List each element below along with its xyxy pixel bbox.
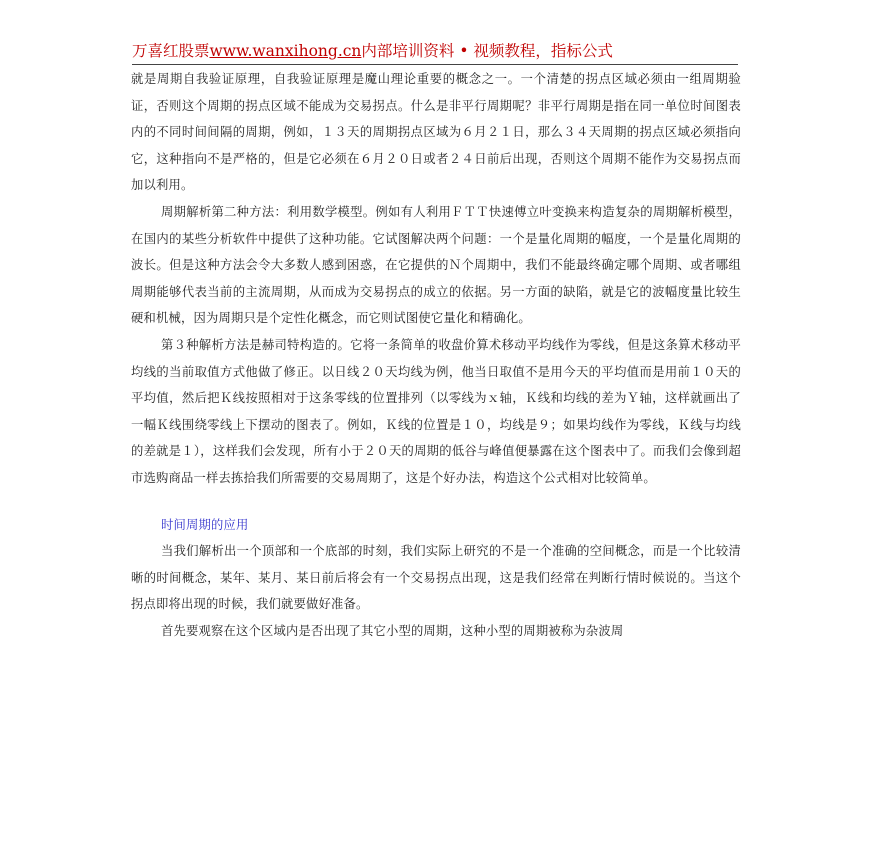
header-website-link[interactable]: www.wanxihong.cn [209,42,362,60]
paragraph-method-two: 周期解析第二种方法：利用数学模型。例如有人利用ＦＴＴ快速傅立叶变换来构造复杂的周期解析模型，在国内的某些分析软件中提供了这种功能。它试图解决两个问题：一个是量化周期的幅度，一个是量化周期的波长。但是这种方法会令大多数人感到困惑，在它提供的Ｎ个周期中，我们不能最终确定哪个周期、或者哪组周期能够代表当前的主流周期，从而成为交易拐点的成立的依据。另一方面的缺陷，就是它的波幅度量比较生硬和机械，因为周期只是个定性化概念，而它则试图使它量化和精确化。 [131,204,741,326]
page-header [132,40,732,62]
header-divider [132,64,738,65]
paragraph-application: 当我们解析出一个顶部和一个底部的时刻，我们实际上研究的不是一个准确的空间概念，而是一个比较清晰的时间概念，某年、某月、某日前后将会有一个交易拐点出现，这是我们经常在判断行情时候说的。当这个拐点即将出现的时候，我们就要做好准备。 [131,544,741,612]
section-heading: 时间周期的应用 [161,517,249,532]
paragraph-observation: 首先要观察在这个区域内是否出现了其它小型的周期，这种小型的周期被称为杂波周 [161,623,624,638]
paragraph-continued: 就是周期自我验证原理，自我验证原理是魔山理论重要的概念之一。一个清楚的拐点区域必须由一组周期验证，否则这个周期的拐点区域不能成为交易拐点。什么是非平行周期呢？非平行周期是指在同一单位时间图表内的不同时间间隔的周期，例如，１３天的周期拐点区域为６月２１日，那么３４天周期的拐点区域必须指向它，这种指向不是严格的，但是它必须在６月２０日或者２４日前后出现，否则这个周期不能作为交易拐点而加以利用。 [131,72,741,193]
document-body [131,66,741,644]
paragraph-method-three: 第３种解析方法是赫司特构造的。它将一条简单的收盘价算术移动平均线作为零线，但是这条算术移动平均线的当前取值方式他做了修正。以日线２０天均线为例，他当日取值不是用今天的平均值而是用前１０天的平均值，然后把Ｋ线按照相对于这条零线的位置排列（以零线为ｘ轴，Ｋ线和均线的差为Ｙ轴，这样就画出了一幅Ｋ线围绕零线上下摆动的图表了。例如，Ｋ线的位置是１０，均线是９；如果均线作为零线，Ｋ线与均线的差就是１），这样我们会发现，所有小于２０天的周期的低谷与峰值便暴露在这个图表中了。而我们会像到超市选购商品一样去拣拾我们所需要的交易周期了，这是个好办法，构造这个公式相对比较简单。 [131,337,741,485]
header-suffix: 内部培训资料 • 视频教程，指标公式 [361,42,613,60]
header-prefix: 万喜红股票 [132,42,210,60]
